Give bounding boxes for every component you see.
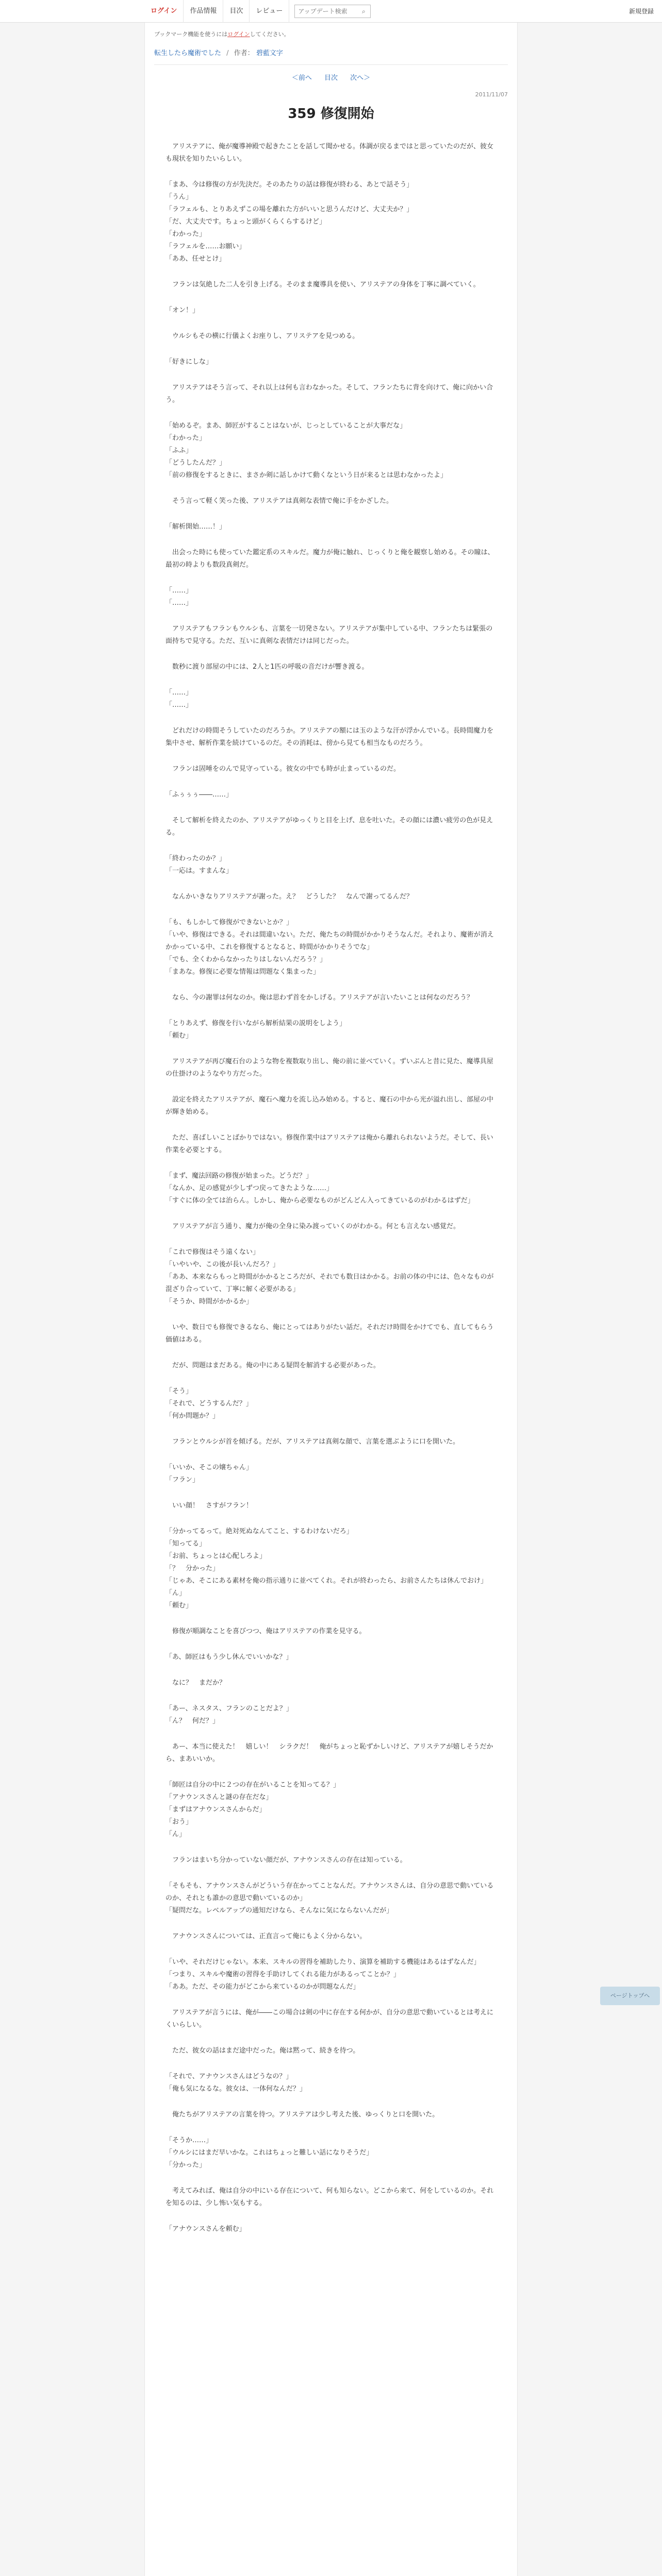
body-paragraph: なに？ まだか？ xyxy=(166,1679,226,1687)
body-paragraph: フランは固唾をのんで見守っている。彼女の中でも時が止まっているのだ。 xyxy=(166,765,401,773)
search-input[interactable] xyxy=(295,5,358,18)
body-paragraph: ただ、彼女の話はまだ途中だった。俺は黙って、続きを待つ。 xyxy=(166,2047,360,2055)
body-paragraph: アリステアが再び魔石台のような物を複数取り出し、俺の前に並べていく。ずいぶんと昔に見た、魔導具屋の仕掛けのようなやり方だった。 xyxy=(166,1058,493,1078)
body-paragraph: 「ふぅぅぅ――……」 xyxy=(166,791,233,799)
body-paragraph: 「そもそも、アナウンスさんがどういう存在かってことなんだ。アナウンスさんは、自分の意思で動いているのか、それとも誰かの意思で動いているのか」 「疑問だな。レベルアップの通知だけなら、そんなに気にならないんだが」 xyxy=(166,1882,494,1914)
body-paragraph: そして解析を終えたのか、アリステアがゆっくりと目を上げ、息を吐いた。その顔には濃い疲労の色が見える。 xyxy=(166,817,493,837)
next-chapter-link[interactable]: 次へ＞ xyxy=(350,74,371,82)
body-paragraph: 「好きにしな」 xyxy=(166,358,213,366)
body-paragraph: 「あー、ネスタス、フランのことだよ？」 「ん？ 何だ？」 xyxy=(166,1705,293,1725)
body-paragraph: いや、数日でも修復できるなら、俺にとってはありがたい話だ。それだけ時間をかけてでも、直してもらう価値はある。 xyxy=(166,1324,494,1344)
body-paragraph: 「アナウンスさんを頼む」 xyxy=(166,2225,246,2233)
body-paragraph: 「あ、師匠はもう少し休んでいいかな？」 xyxy=(166,1653,293,1661)
novel-title-link[interactable]: 転生したら魔術でした xyxy=(154,49,222,57)
body-paragraph: 「とりあえず、修復を行いながら解析結果の説明をしよう」 「頼む」 xyxy=(166,1020,346,1040)
nav-toc[interactable]: 目次 xyxy=(223,0,250,23)
body-paragraph: なんかいきなりアリステアが謝った。え？ どうした？ なんで謝ってるんだ？ xyxy=(166,893,413,901)
page-top-button[interactable]: ページトップへ xyxy=(600,1987,660,2005)
bookmark-notice: ブックマーク機能を使うにはログインしてください。 xyxy=(154,31,290,38)
author-link[interactable]: 碧藍文字 xyxy=(256,49,283,57)
login-link[interactable]: ログイン xyxy=(144,0,184,23)
body-paragraph: アリステアに、俺が魔導神殿で起きたことを話して聞かせる。体調が戻るまではと思っていたのだが、彼女も現状を知りたいらしい。 xyxy=(166,143,493,163)
divider xyxy=(154,64,508,65)
body-paragraph: 「始めるぞ。まあ、師匠がすることはないが、じっとしていることが大事だな」 「わかった」 「ふふ」 「どうしたんだ？」 「前の修復をするときに、まさか剣に話しかけて動くなという日が来るとは思わなかったよ」 xyxy=(166,422,448,479)
breadcrumb xyxy=(154,47,508,57)
top-bar xyxy=(0,0,662,23)
body-paragraph: 「……」 「……」 xyxy=(166,689,193,709)
body-paragraph: 「解析開始……！」 xyxy=(166,523,226,531)
body-paragraph: そう言って軽く笑った後、アリステアは真剣な表情で俺に手をかざした。 xyxy=(166,497,393,505)
body-paragraph: 「いや、それだけじゃない。本来、スキルの習得を補助したり、演算を補助する機能はあるはずなんだ」 「つまり、スキルや魔術の習得を手助けしてくれる能力があるってことか？」 「ああ。ただ、その能力がどこから来ているのかが問題なんだ」 xyxy=(166,1958,481,1991)
body-paragraph: 「そうか……」 「ウルシにはまだ早いかな。これはちょっと難しい話になりそうだ」 「分かった」 xyxy=(166,2137,373,2169)
notice-login-link[interactable]: ログイン xyxy=(227,31,250,38)
nav-review[interactable]: レビュー xyxy=(250,0,289,23)
body-paragraph: アリステアはそう言って、それ以上は何も言わなかった。そして、フランたちに背を向けて、俺に向かい合う。 xyxy=(166,384,493,404)
body-paragraph: アリステアが言う通り、魔力が俺の全身に染み渡っていくのがわかる。何とも言えない感覚だ。 xyxy=(166,1223,460,1230)
body-paragraph: 修復が順調なことを喜びつつ、俺はアリステアの作業を見守る。 xyxy=(166,1628,366,1635)
nav-work-info[interactable]: 作品情報 xyxy=(184,0,223,23)
body-paragraph: 「そう」 「それで、どうするんだ？」 「何か問題か？」 xyxy=(166,1387,253,1420)
body-paragraph: 出会った時にも使っていた鑑定系のスキルだ。魔力が俺に触れ、じっくりと俺を観察し始める。その瞳は、最初の時よりも数段真剣だ。 xyxy=(166,549,494,569)
body-paragraph: なら、今の謝罪は何なのか。俺は思わず首をかしげる。アリステアが言いたいことは何なのだろう？ xyxy=(166,994,473,1002)
chapter-page xyxy=(144,23,518,2576)
body-paragraph: アナウンスさんについては、正直言って俺にもよく分からない。 xyxy=(166,1933,367,1940)
body-paragraph: だが、問題はまだある。俺の中にある疑問を解消する必要があった。 xyxy=(166,1362,380,1369)
register-link[interactable]: 新規登録 xyxy=(628,8,654,15)
prev-chapter-link[interactable]: ＜前へ xyxy=(291,74,312,82)
search-box xyxy=(294,5,371,18)
author-label: 作者： xyxy=(234,49,254,57)
body-paragraph: あー、本当に使えた！ 嬉しい！ シラクだ！ 俺がちょっと恥ずかしいけど、アリステアが嬉しそうだから、まあいいか。 xyxy=(166,1743,493,1763)
body-paragraph: どれだけの時間そうしていたのだろうか。アリステアの額には玉のような汗が浮かんでいる。長時間魔力を集中させ、解析作業を続けているのだ。その消耗は、傍から見ても相当なものだろう。 xyxy=(166,727,493,747)
body-paragraph: ウルシもその横に行儀よくお座りし、アリステアを見つめる。 xyxy=(166,332,359,340)
chapter-body xyxy=(154,141,508,2235)
body-paragraph: 「オン！」 xyxy=(166,307,200,314)
body-paragraph: フランとウルシが首を傾げる。だが、アリステアは真剣な顔で、言葉を選ぶように口を開いた。 xyxy=(166,1438,459,1446)
body-paragraph: 「分かってるって。絶対死ぬなんてこと、するわけないだろ」 「知ってる」 「お前、ちょっとは心配しろよ」 「？ 分かった」 「じゃあ、そこにある素材を俺の指示通りに並べてくれ。それが終わったら、お前さんたちは休んでおけ」 「ん」 「頼む」 xyxy=(166,1528,488,1609)
toc-link[interactable]: 目次 xyxy=(324,74,338,82)
body-paragraph: 数秒に渡り部屋の中には、2人と1匹の呼吸の音だけが響き渡る。 xyxy=(166,663,369,671)
body-paragraph: いい顔！ さすがフラン！ xyxy=(166,1502,253,1510)
body-paragraph: 「終わったのか？」 「一応は。すまんな」 xyxy=(166,855,233,875)
chapter-pager xyxy=(154,72,508,82)
body-paragraph: 「……」 「……」 xyxy=(166,587,193,607)
body-paragraph: 「それで、アナウンスさんはどうなの？」 「俺も気になるな。彼女は、一体何なんだ？」 xyxy=(166,2073,307,2093)
body-paragraph: 俺たちがアリステアの言葉を待つ。アリステアは少し考えた後、ゆっくりと口を開いた。 xyxy=(166,2111,439,2119)
body-paragraph: フランはまいち分かっていない顔だが、アナウンスさんの存在は知っている。 xyxy=(166,1856,407,1864)
top-nav xyxy=(144,0,371,23)
breadcrumb-separator: / xyxy=(226,49,229,57)
body-paragraph: 「いいか、そこの嬢ちゃん」 「フラン」 xyxy=(166,1464,253,1484)
body-paragraph: アリステアが言うには、俺が――この場合は剣の中に存在する何かが、自分の意思で動いているとは考えにくいらしい。 xyxy=(166,2009,493,2029)
body-paragraph: 「まず、魔法回路の修復が始まった。どうだ？」 「なんか、足の感覚が少しずつ戻ってきたような……」 「すぐに体の全ては治らん。しかし、俺から必要なものがどんどん入ってきているのがわかるはずだ」 xyxy=(166,1172,474,1205)
body-paragraph: 「師匠は自分の中に２つの存在がいることを知ってる？」 「アナウンスさんと謎の存在だな」 「まずはアナウンスさんからだ」 「おう」 「ん」 xyxy=(166,1781,340,1838)
body-paragraph: 設定を終えたアリステアが、魔石へ魔力を流し込み始める。すると、魔石の中から光が溢れ出し、部屋の中が輝き始める。 xyxy=(166,1096,493,1116)
chapter-date: 2011/11/07 xyxy=(475,91,508,98)
body-paragraph: 「これで修復はそう遠くない」 「いやいや、この後が長いんだろ？」 「ああ、本来ならもっと時間がかかるところだが、それでも数日はかかる。お前の体の中には、色々なものが混ざり合っていて、丁寧に解く必要がある」 「そうか、時間がかかるか」 xyxy=(166,1248,494,1306)
chapter-title: 359 修復開始 xyxy=(288,106,374,122)
body-paragraph: フランは気絶した二人を引き上げる。そのまま魔導具を使い、アリステアの身体を丁寧に調べていく。 xyxy=(166,281,480,289)
body-paragraph: 「まあ、今は修復の方が先決だ。そのあたりの話は修復が終わる、あとで話そう」 「うん」 「ラフェルも、とりあえずこの場を離れた方がいいと思うんだけど、大丈夫か？」 「だ、大丈夫です。ちょっと頭がくらくらするけど」 「わかった」 「ラフェルを……お願い」 「ああ、任せとけ」 xyxy=(166,181,413,263)
body-paragraph: ただ、喜ばしいことばかりではない。修復作業中はアリステアは俺から離れられないようだ。そして、長い作業を必要とする。 xyxy=(166,1134,493,1154)
body-paragraph: 考えてみれば、俺は自分の中にいる存在について、何も知らない。どこから来て、何をしているのか。それを知るのは、少し怖い気もする。 xyxy=(166,2187,494,2207)
search-icon[interactable]: ⌕ xyxy=(362,7,366,15)
body-paragraph: 「も、もしかして修復ができないとか？」 「いや、修復はできる。それは間違いない。ただ、俺たちの時間がかかりそうなんだ。それより、魔術が消えかかっている中、これを修復するとなると、時間がかかりそうでな」 「でも、全くわからなかったりはしないんだろう？」 「まあな。修復に必要な情報は問題なく集まった」 xyxy=(166,919,494,976)
body-paragraph: アリステアもフランもウルシも、言葉を一切発さない。アリステアが集中している中、フランたちは緊張の面持ちで見守る。ただ、互いに真剣な表情だけは同じだった。 xyxy=(166,625,493,645)
